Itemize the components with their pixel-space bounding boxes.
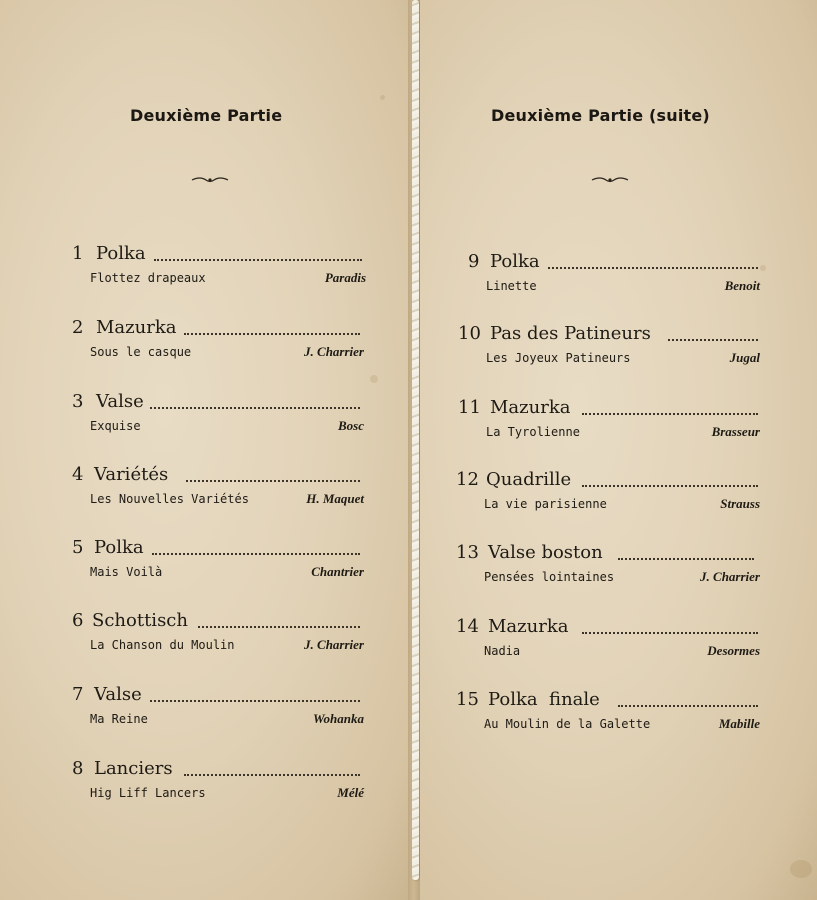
program-item-12 <box>456 468 760 518</box>
piece-title: Au Moulin de la Galette <box>484 717 651 731</box>
piece-title: Mais Voilà <box>90 565 163 579</box>
item-number: 9 <box>468 251 480 272</box>
program-item-15 <box>456 688 760 738</box>
item-number: 13 <box>456 542 479 563</box>
piece-title: Exquise <box>90 419 141 433</box>
program-item-8 <box>72 757 364 807</box>
dot-leader <box>582 632 758 634</box>
dance-name: Valse <box>94 684 142 705</box>
program-item-13 <box>456 541 760 591</box>
piece-title: Pensées lointaines <box>484 570 615 584</box>
paper-stain <box>380 95 385 100</box>
item-number: 7 <box>72 684 84 705</box>
piece-title: Ma Reine <box>90 712 148 726</box>
item-number: 14 <box>456 616 479 637</box>
dot-leader <box>548 267 758 269</box>
program-item-1 <box>72 242 366 292</box>
program-item-10 <box>458 322 760 372</box>
dance-name: Valse <box>96 391 144 412</box>
composer-name: J. Charrier <box>304 637 364 652</box>
dot-leader <box>186 480 360 482</box>
dot-leader <box>184 774 360 776</box>
dot-leader <box>150 700 360 702</box>
dot-leader <box>198 626 360 628</box>
program-item-6 <box>72 609 364 659</box>
composer-name: Chantrier <box>311 564 364 579</box>
dance-name: Polka <box>96 243 146 264</box>
dance-name: Schottisch <box>92 610 188 631</box>
dot-leader <box>150 407 360 409</box>
dot-leader <box>582 413 758 415</box>
piece-title: Flottez drapeaux <box>90 271 206 285</box>
item-number: 11 <box>458 397 481 418</box>
item-number: 3 <box>72 391 84 412</box>
piece-title: La Chanson du Moulin <box>90 638 235 652</box>
dot-leader <box>668 339 758 341</box>
composer-name: Benoit <box>724 278 760 293</box>
dot-leader <box>184 333 360 335</box>
dance-name: Polka finale <box>488 689 600 710</box>
cord-icon <box>412 0 419 880</box>
dance-name: Mazurka <box>490 397 571 418</box>
piece-title: Les Joyeux Patineurs <box>486 351 631 365</box>
item-number: 5 <box>72 537 84 558</box>
dance-name: Pas des Patineurs <box>490 323 651 344</box>
composer-name: Jugal <box>729 350 760 365</box>
composer-name: Brasseur <box>711 424 760 439</box>
composer-name: Bosc <box>338 418 364 433</box>
composer-name: Wohanka <box>312 711 364 726</box>
piece-title: Linette <box>486 279 537 293</box>
composer-name: J. Charrier <box>304 344 364 359</box>
piece-title: Les Nouvelles Variétés <box>90 492 249 506</box>
right-page <box>420 0 817 900</box>
program-item-14 <box>456 615 760 665</box>
dance-name: Mazurka <box>488 616 569 637</box>
item-number: 10 <box>458 323 481 344</box>
dance-name: Mazurka <box>96 317 177 338</box>
dance-name: Lanciers <box>94 758 173 779</box>
ornament-flourish-icon <box>590 174 630 186</box>
item-number: 1 <box>72 243 84 264</box>
dot-leader <box>152 553 360 555</box>
dance-name: Polka <box>94 537 144 558</box>
composer-name: Mélé <box>337 785 364 800</box>
item-number: 6 <box>72 610 84 631</box>
composer-name: J. Charrier <box>700 569 760 584</box>
program-item-11 <box>458 396 760 446</box>
piece-title: Hig Liff Lancers <box>90 786 206 800</box>
item-number: 12 <box>456 469 479 490</box>
dance-name: Quadrille <box>486 469 572 490</box>
dot-leader <box>154 259 362 261</box>
ornament-flourish-icon <box>190 174 230 186</box>
composer-name: Mabille <box>718 716 760 731</box>
piece-title: Nadia <box>484 644 521 658</box>
dot-leader <box>618 705 758 707</box>
program-item-2 <box>72 316 364 366</box>
program-item-9 <box>468 250 760 300</box>
right-heading: Deuxième Partie (suite) <box>491 106 710 125</box>
program-item-5 <box>72 536 364 586</box>
dance-name: Variétés <box>94 464 169 485</box>
item-number: 8 <box>72 758 84 779</box>
dance-name: Valse boston <box>488 542 603 563</box>
program-item-7 <box>72 683 364 733</box>
composer-name: Paradis <box>324 270 366 285</box>
paper-stain <box>370 375 378 383</box>
dance-name: Polka <box>490 251 540 272</box>
item-number: 2 <box>72 317 84 338</box>
composer-name: Strauss <box>720 496 760 511</box>
item-number: 4 <box>72 464 84 485</box>
program-item-3 <box>72 390 364 440</box>
composer-name: H. Maquet <box>306 491 364 506</box>
piece-title: Sous le casque <box>90 345 192 359</box>
paper-stain <box>790 860 812 878</box>
piece-title: La vie parisienne <box>484 497 607 511</box>
item-number: 15 <box>456 689 479 710</box>
paper-stain <box>760 265 766 271</box>
left-heading: Deuxième Partie <box>130 106 283 125</box>
composer-name: Desormes <box>707 643 760 658</box>
program-item-4 <box>72 463 364 513</box>
dot-leader <box>582 485 758 487</box>
piece-title: La Tyrolienne <box>486 425 580 439</box>
dot-leader <box>618 558 754 560</box>
